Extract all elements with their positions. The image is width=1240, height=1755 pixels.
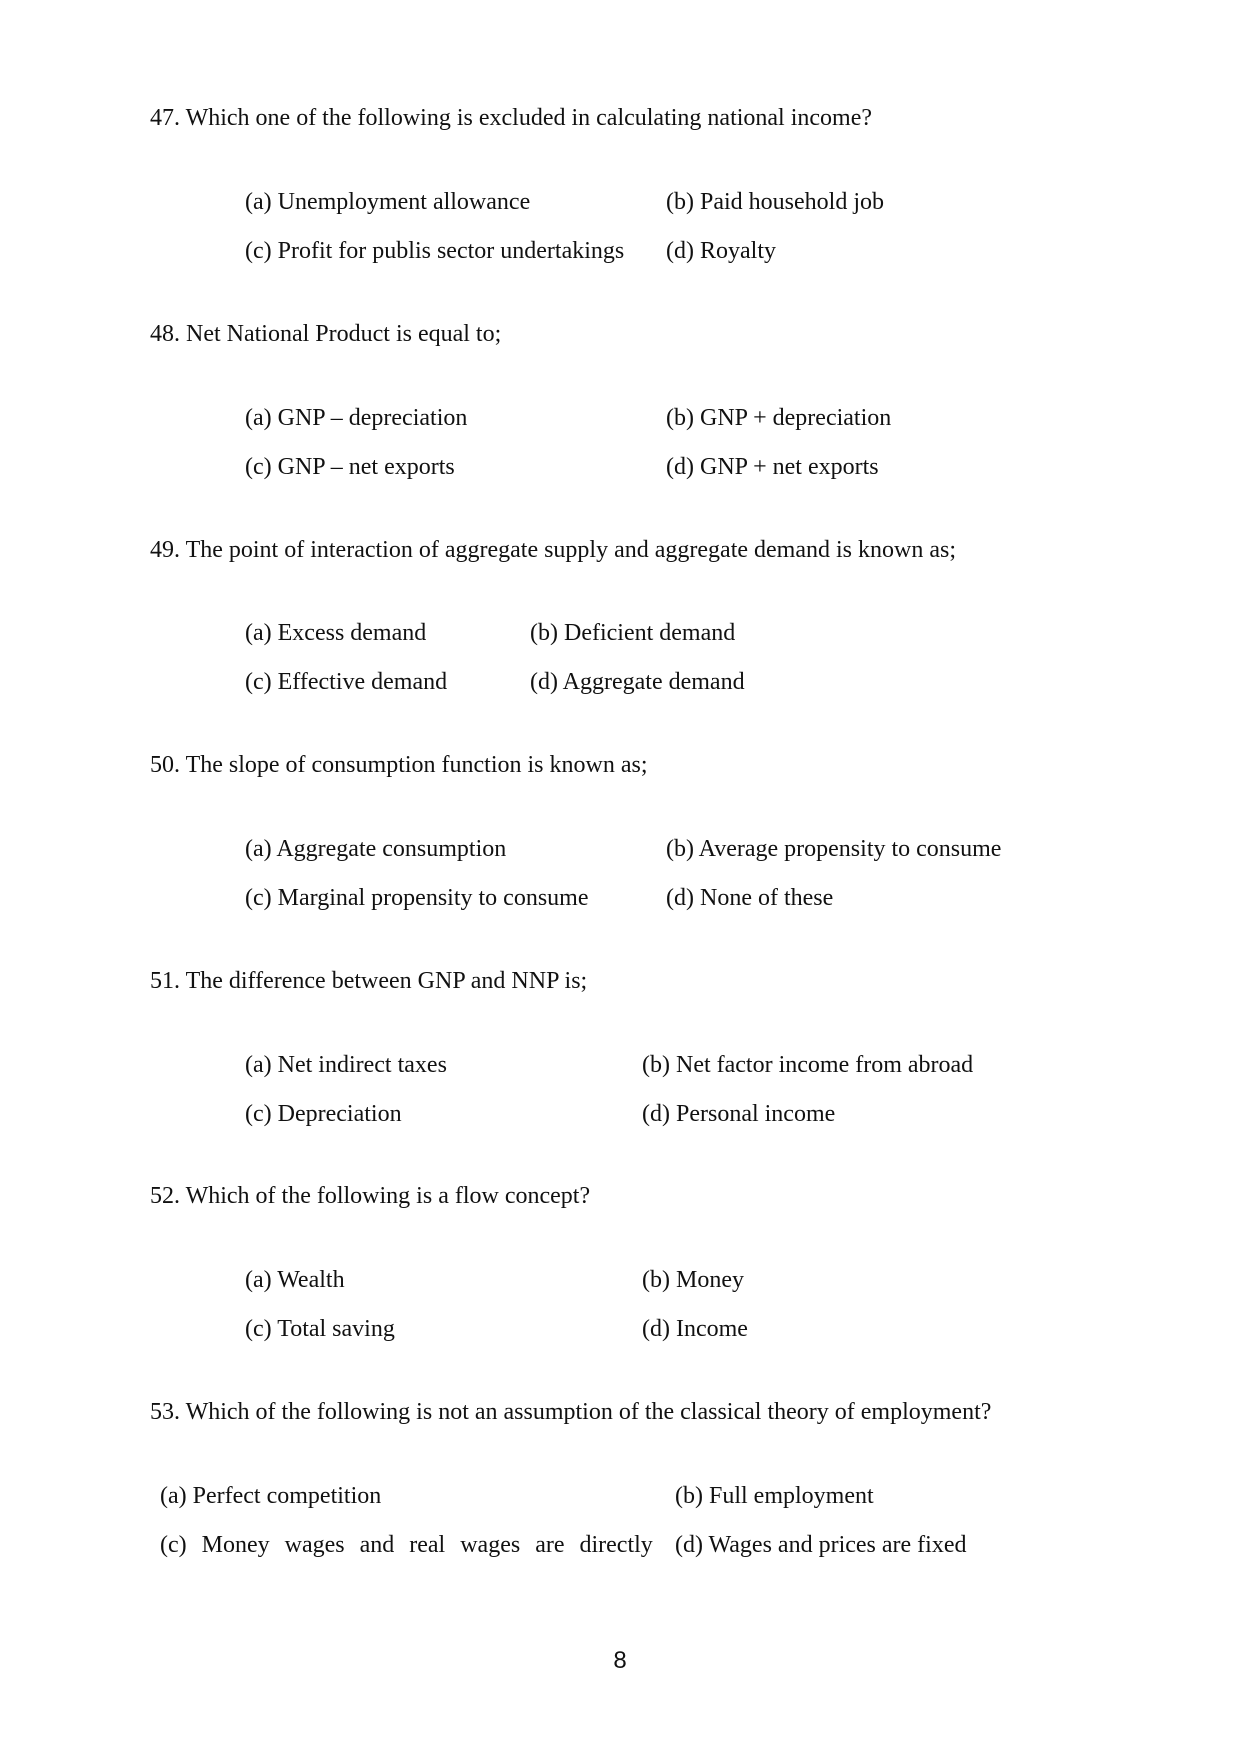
page-number: 8 xyxy=(613,1647,627,1674)
q52-option-c: (c) Total saving xyxy=(245,1316,395,1342)
q53-option-d: (d) Wages and prices are fixed xyxy=(675,1532,967,1558)
question-50: 50. The slope of consumption function is known as; xyxy=(150,752,648,778)
q50-option-c: (c) Marginal propensity to consume xyxy=(245,885,589,911)
q53-option-a: (a) Perfect competition xyxy=(160,1483,382,1509)
q48-option-a: (a) GNP – depreciation xyxy=(245,405,468,431)
q51-option-c: (c) Depreciation xyxy=(245,1101,402,1127)
question-51: 51. The difference between GNP and NNP is; xyxy=(150,968,588,994)
q53-option-b: (b) Full employment xyxy=(675,1483,874,1509)
q48-option-b: (b) GNP + depreciation xyxy=(666,405,892,431)
q53-option-c: (c) Money wages and real wages are directly xyxy=(160,1532,653,1558)
q51-option-a: (a) Net indirect taxes xyxy=(245,1052,447,1078)
q51-option-b: (b) Net factor income from abroad xyxy=(642,1052,974,1078)
q50-option-a: (a) Aggregate consumption xyxy=(245,836,507,862)
q49-option-b: (b) Deficient demand xyxy=(530,620,736,646)
q52-option-b: (b) Money xyxy=(642,1267,744,1293)
q47-option-d: (d) Royalty xyxy=(666,238,776,264)
q52-option-d: (d) Income xyxy=(642,1316,748,1342)
q48-option-c: (c) GNP – net exports xyxy=(245,454,455,480)
q51-option-d: (d) Personal income xyxy=(642,1101,836,1127)
q49-option-a: (a) Excess demand xyxy=(245,620,427,646)
question-52: 52. Which of the following is a flow concept? xyxy=(150,1183,591,1209)
question-47: 47. Which one of the following is excluded in calculating national income? xyxy=(150,105,873,131)
question-49: 49. The point of interaction of aggregate supply and aggregate demand is known as; xyxy=(150,537,956,563)
q49-option-d: (d) Aggregate demand xyxy=(530,669,745,695)
q50-option-d: (d) None of these xyxy=(666,885,834,911)
q50-option-b: (b) Average propensity to consume xyxy=(666,836,1002,862)
question-53: 53. Which of the following is not an assumption of the classical theory of employment? xyxy=(150,1399,992,1425)
question-48: 48. Net National Product is equal to; xyxy=(150,321,502,347)
q47-option-a: (a) Unemployment allowance xyxy=(245,189,531,215)
q47-option-c: (c) Profit for publis sector undertakings xyxy=(245,238,625,264)
q48-option-d: (d) GNP + net exports xyxy=(666,454,879,480)
q47-option-b: (b) Paid household job xyxy=(666,189,884,215)
q52-option-a: (a) Wealth xyxy=(245,1267,345,1293)
q49-option-c: (c) Effective demand xyxy=(245,669,448,695)
